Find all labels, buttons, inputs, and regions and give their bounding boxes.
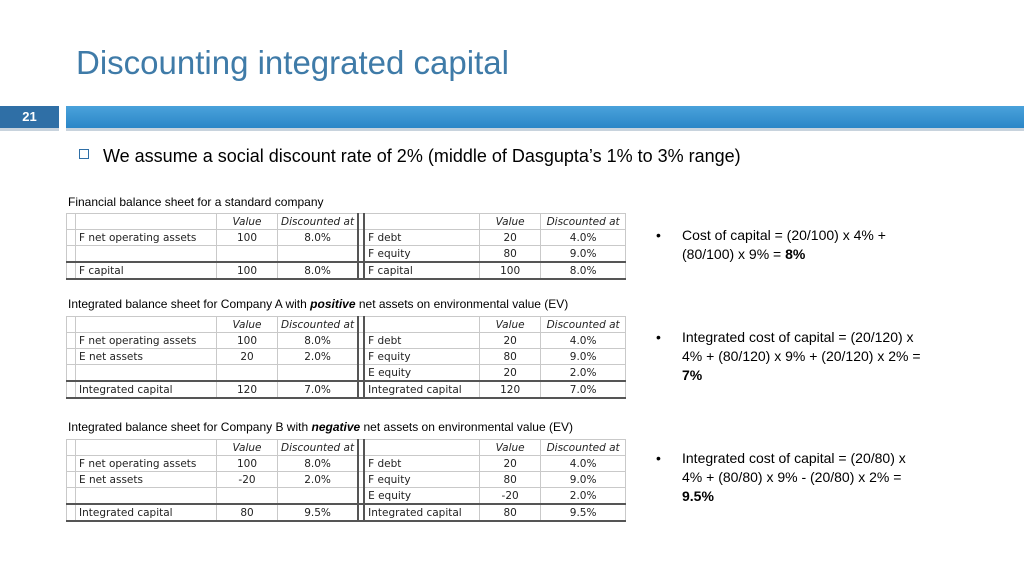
table-row: F net operating assets 100 8.0% F debt 20 4.0%	[67, 333, 626, 349]
header-bar-shadow	[66, 128, 1024, 131]
header-discounted: Discounted at	[278, 214, 359, 230]
table-total-row: Integrated capital 80 9.5% Integrated capital 80 9.5%	[67, 504, 626, 521]
note-integrated-cost-a: • Integrated cost of capital = (20/120) x 4% + (80/120) x 9% + (20/120) x 2% = 7%	[656, 329, 921, 383]
note-cost-of-capital: • Cost of capital = (20/100) x 4% + (80/100) x 9% = 8%	[656, 227, 886, 262]
header-value: Value	[217, 214, 278, 230]
table-caption-company-b: Integrated balance sheet for Company B with negative net assets on environmental value (EV)	[68, 420, 573, 434]
bullet-dot-icon: •	[656, 329, 661, 345]
caption-text: Financial balance sheet for a standard company	[68, 195, 324, 209]
bullet-dot-icon: •	[656, 450, 661, 466]
balance-sheet-company-b	[66, 439, 626, 522]
table-total-row: F capital 100 8.0% F capital 100 8.0%	[67, 262, 626, 279]
table-row: F net operating assets 100 8.0% F debt 20 4.0%	[67, 456, 626, 472]
table-row: E net assets 20 2.0% F equity 80 9.0%	[67, 349, 626, 365]
table-header-row: Value Discounted at Value Discounted at	[67, 440, 626, 456]
slide-title: Discounting integrated capital	[76, 44, 509, 81]
table-header-row	[67, 214, 626, 230]
table-caption-company-a: Integrated balance sheet for Company A with positive net assets on environmental value (EV)	[68, 297, 569, 311]
table-row: E equity 20 2.0%	[67, 365, 626, 382]
table-total-row: Integrated capital 120 7.0% Integrated capital 120 7.0%	[67, 381, 626, 398]
balance-sheet-financial	[66, 213, 626, 280]
header-bar	[66, 106, 1024, 128]
header-discounted: Discounted at	[541, 214, 626, 230]
slide-number-shadow	[0, 128, 59, 131]
balance-sheet-company-a	[66, 316, 626, 399]
table-row: E equity -20 2.0%	[67, 488, 626, 505]
table-caption-financial	[68, 195, 324, 209]
main-bullet	[79, 146, 741, 167]
table-row: F net operating assets 100 8.0% F debt 20 4.0%	[67, 230, 626, 246]
note-integrated-cost-b: • Integrated cost of capital = (20/80) x 4% + (80/80) x 9% - (20/80) x 2% = 9.5%	[656, 450, 906, 504]
table-row: E net assets -20 2.0% F equity 80 9.0%	[67, 472, 626, 488]
bullet-dot-icon: •	[656, 227, 661, 243]
header-value: Value	[480, 214, 541, 230]
square-bullet-icon	[79, 149, 89, 159]
main-bullet-text: We assume a social discount rate of 2% (middle of Dasgupta’s 1% to 3% range)	[103, 146, 741, 166]
table-row: F equity 80 9.0%	[67, 246, 626, 263]
table-header-row: Value Discounted at Value Discounted at	[67, 317, 626, 333]
slide-number: 21	[0, 106, 59, 128]
